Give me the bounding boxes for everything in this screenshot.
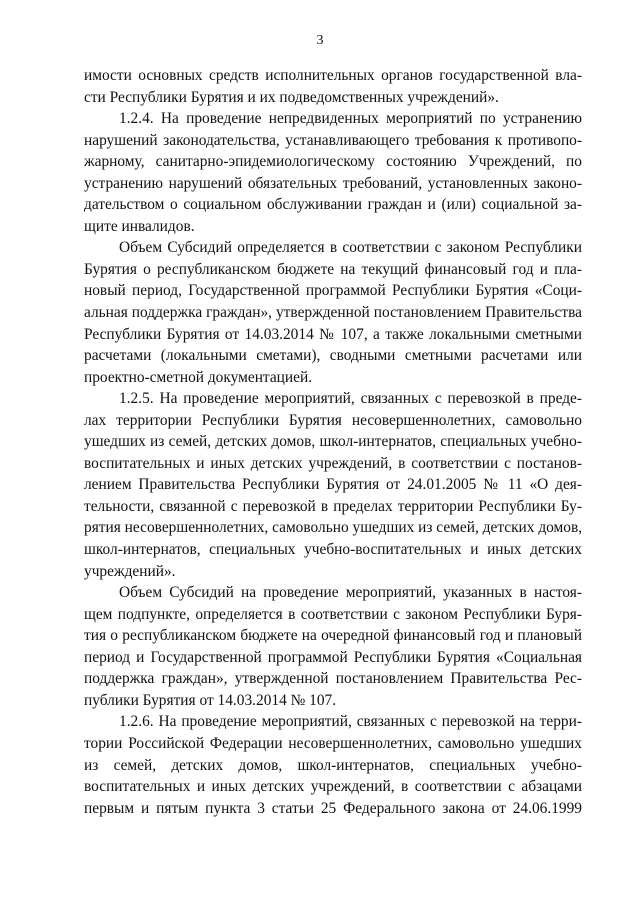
text-line: школ-интернатов, специальных учебно-воспитательных и иных детских xyxy=(84,541,582,559)
text-line: первым и пятым пункта 3 статьи 25 Федерального закона от 24.06.1999 xyxy=(84,799,582,817)
text-line: расчетами (локальными сметами), сводными сметными расчетами или xyxy=(84,347,582,365)
paragraph-first-line: Объем Субсидий на проведение мероприятий, указанных в настоя- xyxy=(119,584,582,602)
text-line: учреждений». xyxy=(84,562,176,580)
text-line: альная поддержка граждан», утвержденной постановлением Правительства xyxy=(84,304,582,322)
paragraph-first-line: Объем Субсидий определяется в соответствии с законом Республики xyxy=(119,239,582,257)
text-line: тия о республиканском бюджете на очередной финансовый год и плановый xyxy=(84,627,582,645)
text-line: рятия несовершеннолетних, самовольно ушедших из семей, детских домов, xyxy=(84,519,582,537)
text-line: сти Республики Бурятия и их подведомственных учреждений». xyxy=(84,88,499,106)
text-line: дательством о социальном обслуживании граждан и (или) социальной за- xyxy=(84,196,582,214)
text-line: воспитательных и иных детских учреждений, в соответствии с постанов- xyxy=(84,454,582,472)
text-line: новый период, Государственной программой Республики Бурятия «Соци- xyxy=(84,282,582,300)
text-line: ушедших из семей, детских домов, школ-интернатов, специальных учебно- xyxy=(84,433,582,451)
text-line: щем подпункте, определяется в соответствии с законом Республики Буря- xyxy=(84,605,582,623)
text-line: устранению нарушений обязательных требований, установленных законо- xyxy=(84,174,582,192)
text-line: воспитательных и иных детских учреждений, в соответствии с абзацами xyxy=(84,778,582,796)
paragraph-first-line: 1.2.4. На проведение непредвиденных мероприятий по устранению xyxy=(119,110,582,128)
page-number: 3 xyxy=(316,33,324,48)
text-line: имости основных средств исполнительных органов государственной вла- xyxy=(84,67,582,84)
text-line: лах территории Республики Бурятия несовершеннолетних, самовольно xyxy=(84,411,582,429)
text-line: период и Государственной программой Республики Бурятия «Социальная xyxy=(84,648,582,666)
text-line: тельности, связанной с перевозкой в пределах территории Республики Бу- xyxy=(84,497,582,515)
document-body xyxy=(84,65,582,819)
text-line: Бурятия о республиканском бюджете на текущий финансовый год и пла- xyxy=(84,260,582,278)
text-line: щите инвалидов. xyxy=(84,217,195,235)
paragraph-first-line: 1.2.6. На проведение мероприятий, связанных с перевозкой на терри- xyxy=(119,713,582,731)
text-line: из семей, детских домов, школ-интернатов, специальных учебно- xyxy=(84,756,582,774)
text-line: жарному, санитарно-эпидемиологическому состоянию Учреждений, по xyxy=(84,153,582,171)
text-line: Республики Бурятия от 14.03.2014 № 107, а также локальными сметными xyxy=(84,325,582,343)
text-line: лением Правительства Республики Бурятия от 24.01.2005 № 11 «О дея- xyxy=(84,476,582,494)
text-line: проектно-сметной документацией. xyxy=(84,368,313,386)
text-line: поддержка граждан», утвержденной постановлением Правительства Рес- xyxy=(84,670,582,688)
paragraph-first-line: 1.2.5. На проведение мероприятий, связанных с перевозкой в преде- xyxy=(119,390,582,408)
text-line: публики Бурятия от 14.03.2014 № 107. xyxy=(84,691,337,709)
text-line: нарушений законодательства, устанавливающего требования к противопо- xyxy=(84,131,582,149)
text-line: тории Российской Федерации несовершеннолетних, самовольно ушедших xyxy=(84,734,582,752)
